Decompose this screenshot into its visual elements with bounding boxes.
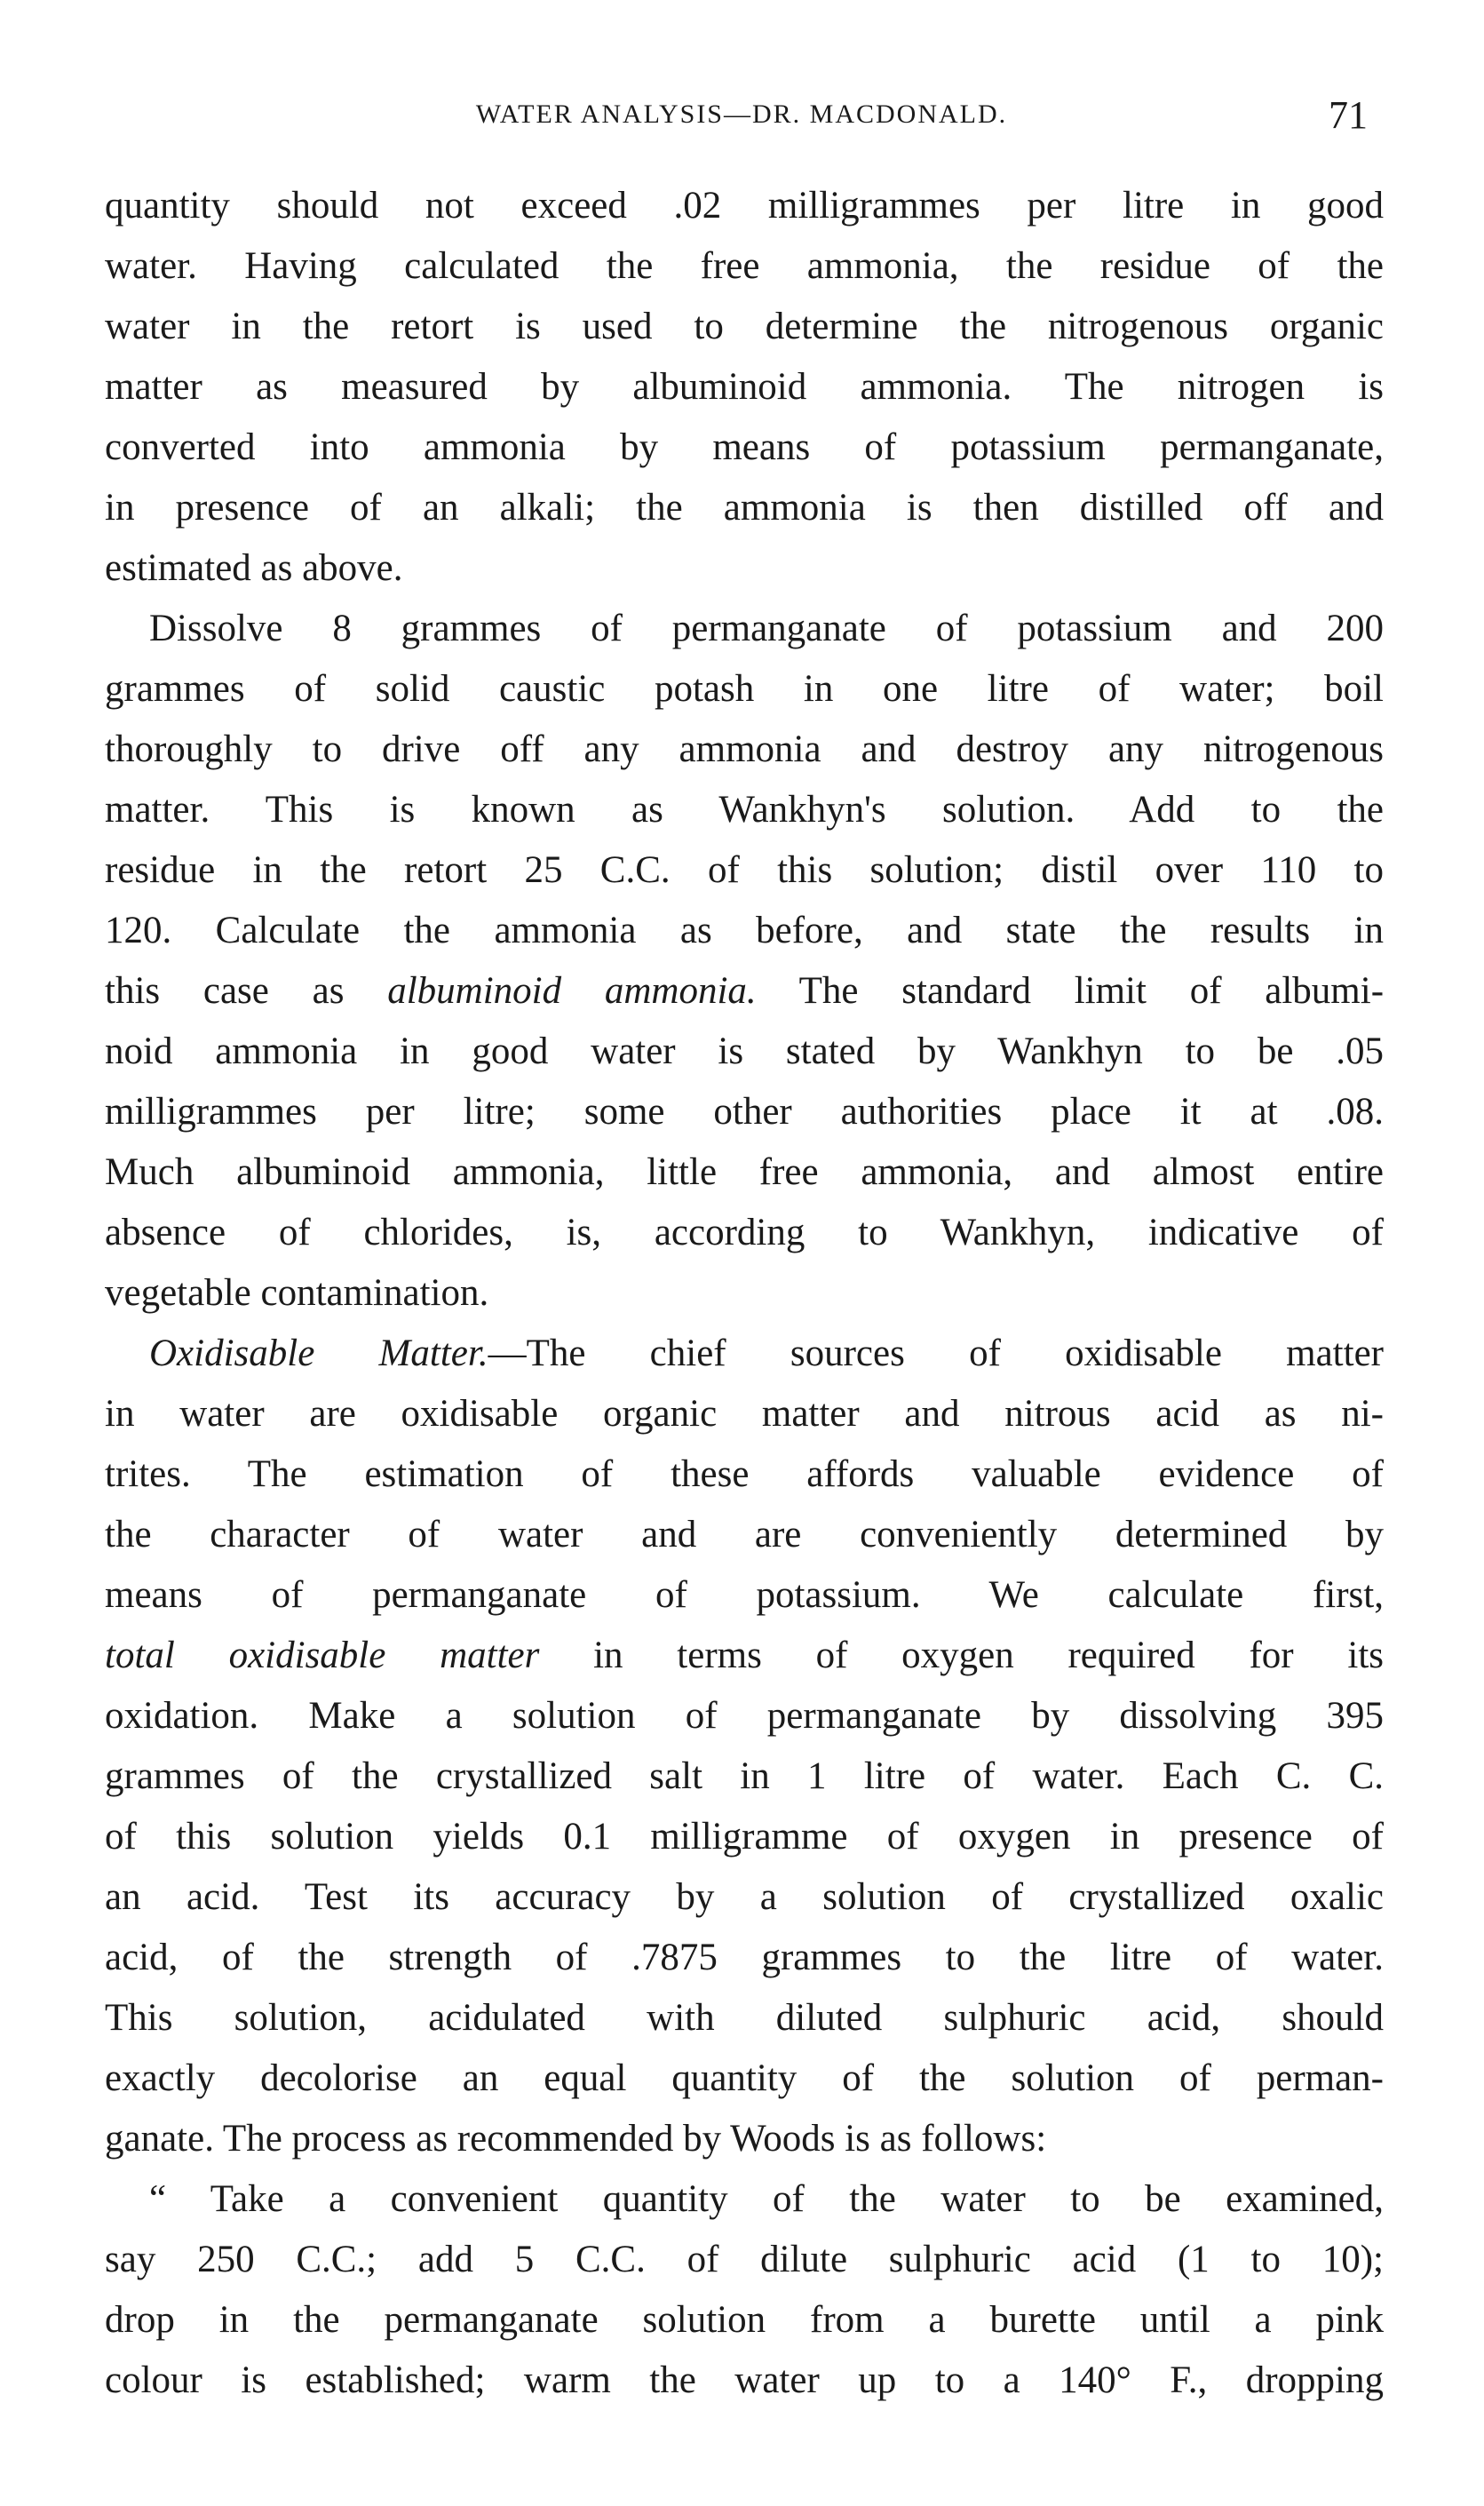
text-line: vegetable contamination. [105,1272,489,1314]
section-heading-inline: Oxidisable Matter. [149,1333,488,1374]
text-line: matter as measured by albuminoid ammonia. The nitrogen is [105,366,1384,408]
text-line: say 250 C.C.; add 5 C.C. of dilute sulphuric acid (1 to 10); [105,2239,1384,2280]
text-line: This solution, acidulated with diluted sulphuric acid, should [105,1997,1384,2039]
text-line: thoroughly to drive off any ammonia and destroy any nitrogenous [105,728,1384,770]
text-line: colour is established; warm the water up to a 140° F., dropping [105,2359,1384,2401]
text-line: exactly decolorise an equal quantity of the solution of perman- [105,2057,1384,2099]
text-line: milligrammes per litre; some other authorities place it at .08. [105,1091,1384,1133]
text-line: quantity should not exceed .02 milligrammes per litre in good [105,185,1384,227]
text-line: 120. Calculate the ammonia as before, and state the results in [105,910,1384,951]
running-head [107,93,1377,153]
running-title: WATER ANALYSIS—DR. MACDONALD. [475,99,1008,129]
text-line: absence of chlorides, is, according to Wankhyn, indicative of [105,1212,1384,1253]
text-line: oxidation. Make a solution of permanganate by dissolving 395 [105,1695,1384,1737]
text-line: the character of water and are conveniently determined by [105,1514,1384,1555]
text-run: —The chief sources of oxidisable matter [488,1333,1384,1374]
text-line: Much albuminoid ammonia, little free ammonia, and almost entire [105,1151,1384,1193]
text-line: residue in the retort 25 C.C. of this solution; distil over 110 to [105,849,1384,891]
text-line: water in the retort is used to determine the nitrogenous organic [105,306,1384,347]
text-line: grammes of the crystallized salt in 1 litre of water. Each C. C. [105,1755,1384,1797]
text-line: converted into ammonia by means of potassium permanganate, [105,426,1384,468]
text-line: noid ammonia in good water is stated by Wankhyn to be .05 [105,1030,1384,1072]
text-run: in terms of oxygen required for its [539,1635,1385,1676]
text-line: Dissolve 8 grammes of permanganate of potassium and 200 [149,608,1384,649]
text-line: ganate. The process as recommended by Woods is as follows: [105,2118,1047,2160]
text-line-with-emphasis [105,1324,1384,1384]
text-line: “ Take a convenient quantity of the water to be examined, [149,2178,1384,2220]
text-line: estimated as above. [105,547,403,589]
text-line: grammes of solid caustic potash in one litre of water; boil [105,668,1384,710]
body-text [105,176,1384,2411]
text-run: The standard limit of albumi- [756,970,1385,1012]
text-line: drop in the permanganate solution from a burette until a pink [105,2299,1384,2341]
emphasis-term: total oxidisable matter [105,1635,540,1676]
text-line-with-emphasis [105,961,1384,1022]
text-line: matter. This is known as Wankhyn's solution. Add to the [105,789,1384,831]
text-line: in water are oxidisable organic matter and nitrous acid as ni- [105,1393,1384,1435]
text-line: trites. The estimation of these affords valuable evidence of [105,1453,1384,1495]
text-line: of this solution yields 0.1 milligramme of oxygen in presence of [105,1816,1384,1858]
text-line: acid, of the strength of .7875 grammes to the litre of water. [105,1937,1384,1978]
emphasis-term: albuminoid ammonia. [387,970,757,1012]
text-line: water. Having calculated the free ammonia, the residue of the [105,245,1384,287]
text-line: means of permanganate of potassium. We calculate first, [105,1574,1384,1616]
text-line-with-emphasis [105,1626,1384,1686]
text-line: in presence of an alkali; the ammonia is then distilled off and [105,487,1384,529]
page-number: 71 [1329,93,1368,137]
text-line: an acid. Test its accuracy by a solution of crystallized oxalic [105,1876,1384,1918]
text-run: this case as [105,970,388,1012]
